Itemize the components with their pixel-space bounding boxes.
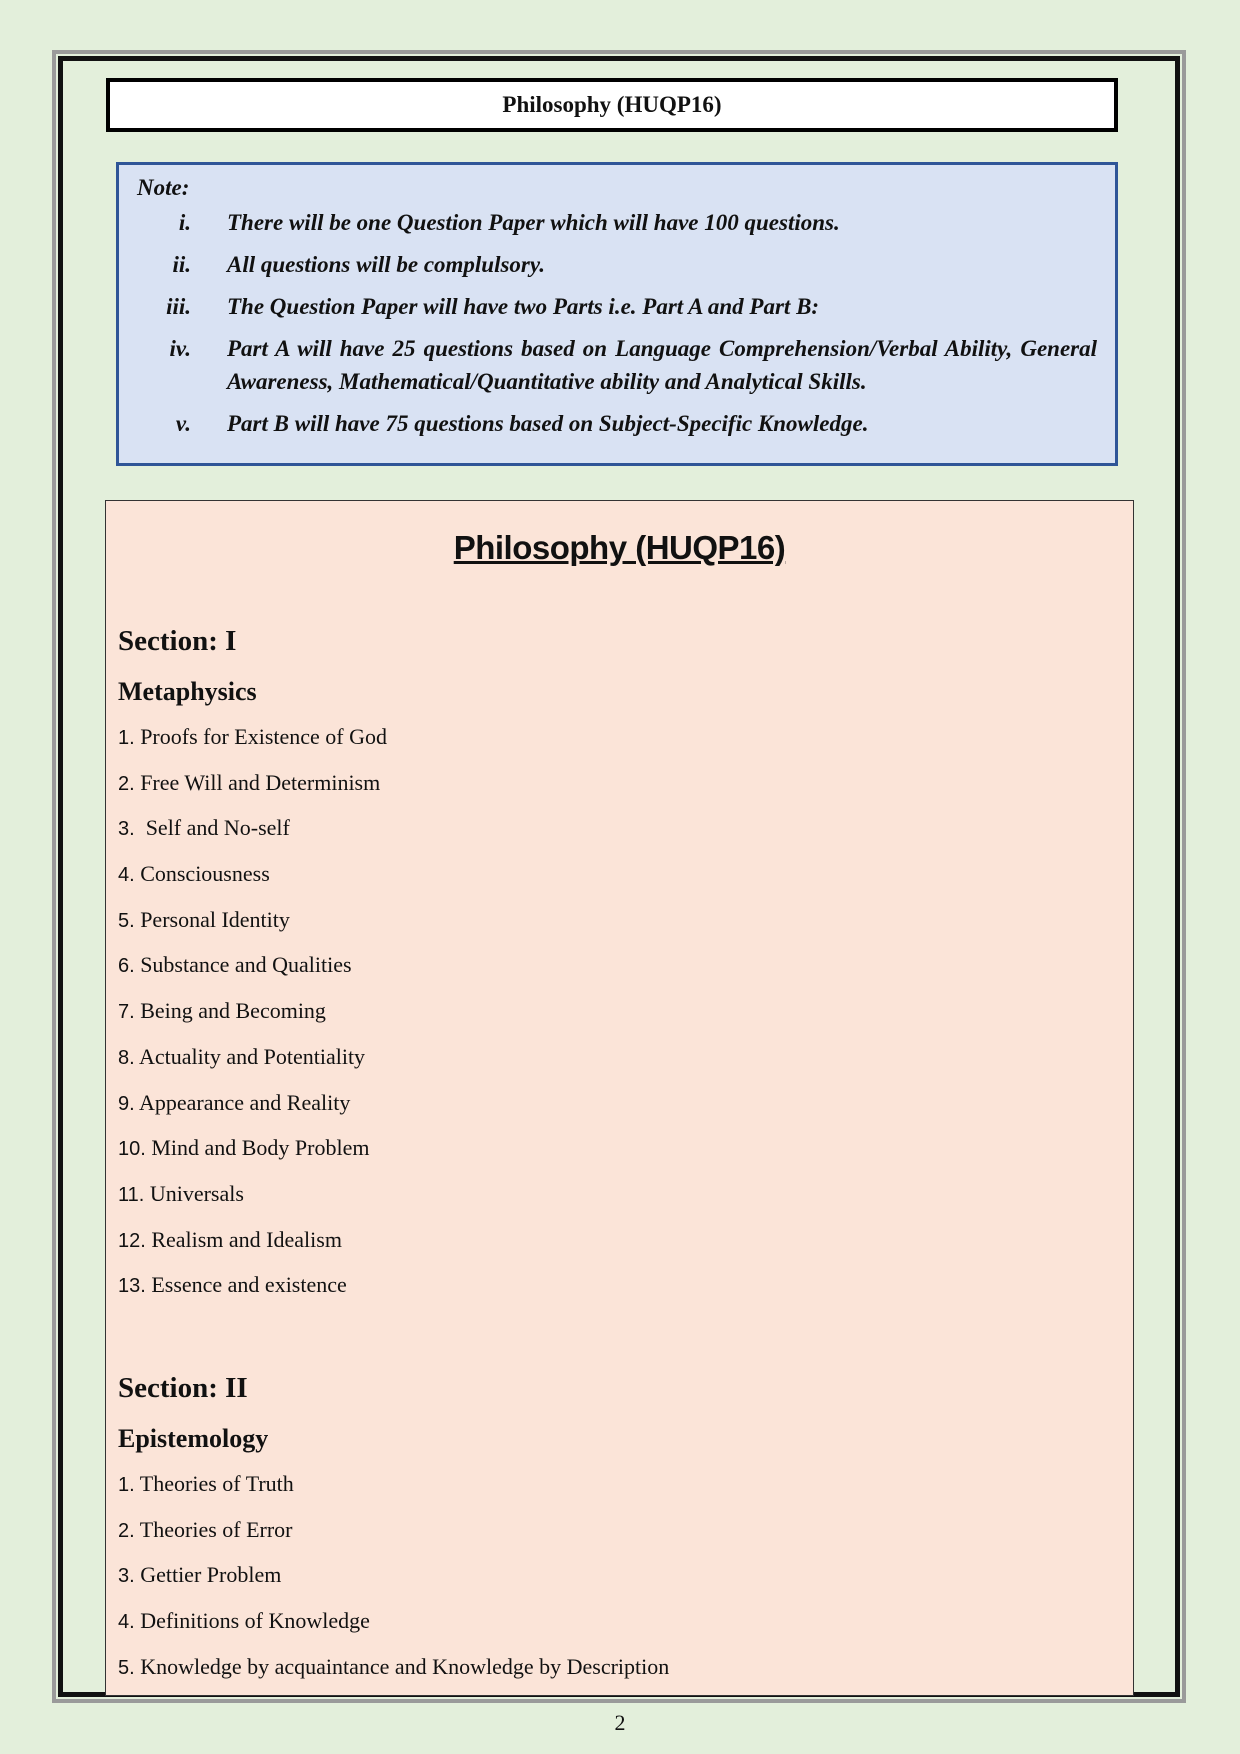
subject-heading: Epistemology xyxy=(118,1423,269,1453)
topic-number: 10. xyxy=(118,1138,146,1161)
note-box xyxy=(116,162,1118,466)
topic-number: 1. xyxy=(118,1473,135,1496)
note-item-number: i. xyxy=(178,210,191,235)
topic-number: 4. xyxy=(118,1611,135,1633)
topic-number: 12. xyxy=(118,1229,146,1252)
topic-number: 8. xyxy=(118,1046,135,1069)
topic-item xyxy=(118,1552,1121,1598)
topic-text: Essence and existence xyxy=(151,1272,347,1298)
topic-list xyxy=(118,714,1121,1308)
topic-text: Free Will and Determinism xyxy=(140,769,381,795)
topic-item xyxy=(118,1217,1121,1263)
topic-text: Knowledge by acquaintance and Knowledge by Description xyxy=(140,1653,670,1679)
note-item xyxy=(137,290,1097,323)
topic-text: Self and No-self xyxy=(140,815,290,841)
topic-item xyxy=(118,1080,1121,1126)
topic-text: Gettier Problem xyxy=(140,1562,282,1588)
topic-item xyxy=(118,714,1121,760)
note-item-number: ii. xyxy=(172,252,191,277)
topic-number: 3. xyxy=(118,818,135,841)
section-heading: Section: I xyxy=(118,625,237,657)
topic-text: Theories of Error xyxy=(139,1516,293,1542)
note-heading: Note: xyxy=(137,175,190,200)
topic-item xyxy=(118,1034,1121,1080)
topic-number: 6. xyxy=(118,955,135,978)
syllabus-box xyxy=(105,500,1134,1696)
topic-item xyxy=(118,851,1121,897)
topic-text: Proofs for Existence of God xyxy=(140,724,388,749)
subject-heading: Metaphysics xyxy=(118,677,257,706)
topic-text: Theories of Truth xyxy=(139,1470,294,1496)
topic-number: 2. xyxy=(118,772,135,795)
section-heading: Section: II xyxy=(118,1371,248,1404)
note-item-number: v. xyxy=(175,411,191,436)
topic-item xyxy=(118,1461,1121,1507)
topic-item xyxy=(118,1125,1121,1171)
topic-number: 9. xyxy=(118,1092,135,1115)
topic-item xyxy=(118,1171,1121,1217)
page-title-text: Philosophy (HUQP16) xyxy=(502,92,722,117)
topic-text: Mind and Body Problem xyxy=(151,1135,370,1161)
note-item xyxy=(137,248,1097,281)
topic-number: 4. xyxy=(118,864,135,887)
syllabus-sections xyxy=(118,623,1121,1689)
note-item xyxy=(137,407,1097,440)
note-item-number: iv. xyxy=(169,336,191,361)
topic-item xyxy=(118,942,1121,988)
page-number: 2 xyxy=(614,1710,626,1735)
topic-number: 3. xyxy=(118,1565,135,1588)
topic-item xyxy=(118,1262,1121,1308)
topic-list xyxy=(118,1461,1121,1689)
topic-text: Appearance and Reality xyxy=(138,1089,351,1115)
topic-number: 1. xyxy=(118,727,135,749)
topic-item xyxy=(118,805,1121,851)
topic-text: Realism and Idealism xyxy=(151,1226,342,1252)
topic-number: 13. xyxy=(118,1275,146,1298)
note-item-number: iii. xyxy=(166,294,191,319)
topic-number: 11. xyxy=(118,1183,145,1206)
topic-item xyxy=(118,760,1121,806)
topic-item xyxy=(118,1507,1121,1553)
topic-text: Universals xyxy=(149,1180,244,1206)
note-item-text: The Question Paper will have two Parts i.e. Part A and Part B: xyxy=(227,294,820,319)
note-item-text: All questions will be complulsory. xyxy=(227,252,545,277)
topic-number: 7. xyxy=(118,1001,135,1024)
topic-text: Personal Identity xyxy=(140,906,290,932)
topic-text: Actuality and Potentiality xyxy=(138,1043,366,1069)
note-item-text: Part B will have 75 questions based on Subject-Specific Knowledge. xyxy=(227,411,869,436)
topic-number: 5. xyxy=(118,1656,135,1679)
topic-text: Consciousness xyxy=(140,861,270,887)
topic-text: Substance and Qualities xyxy=(140,952,352,978)
topic-number: 5. xyxy=(118,909,135,932)
topic-text: Being and Becoming xyxy=(140,998,326,1024)
topic-item xyxy=(118,1598,1121,1644)
note-item xyxy=(137,206,1097,239)
topic-number: 2. xyxy=(118,1519,135,1542)
topic-item xyxy=(118,897,1121,943)
note-item-text: There will be one Question Paper which will have 100 questions. xyxy=(227,210,840,235)
syllabus-title: Philosophy (HUQP16) xyxy=(453,529,786,566)
topic-item xyxy=(118,988,1121,1034)
note-item-text: Part A will have 25 questions based on Language Comprehension/Verbal Ability, General Awareness, Mathematical/Quantitative ability and Analytical Skills. xyxy=(227,336,1097,394)
page-title xyxy=(106,78,1118,132)
topic-text: Definitions of Knowledge xyxy=(140,1608,370,1633)
note-list xyxy=(137,206,1097,440)
topic-item xyxy=(118,1644,1121,1690)
note-item xyxy=(137,332,1097,398)
